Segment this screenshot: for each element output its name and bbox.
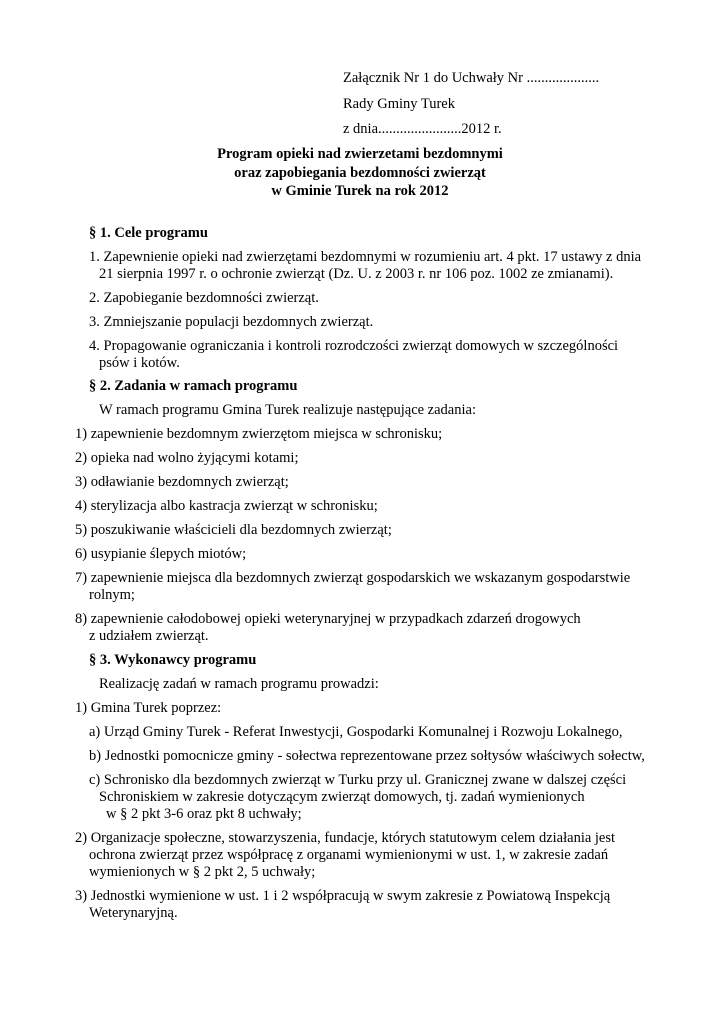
s3-item-1: 1) Gmina Turek poprzez: xyxy=(75,700,222,716)
s2-item-8-line-1: 8) zapewnienie całodobowej opieki weterynaryjnej w przypadkach zdarzeń drogowych xyxy=(75,611,581,627)
header-line-2: Rady Gminy Turek xyxy=(343,96,455,112)
header-line-1: Załącznik Nr 1 do Uchwały Nr .................... xyxy=(343,70,600,86)
s3-item-2-line-2: ochrona zwierząt przez współpracę z organami wymienionymi w ust. 1, w zakresie zadań xyxy=(89,847,609,863)
s1-item-1-line-1: 1. Zapewnienie opieki nad zwierzętami bezdomnymi w rozumieniu art. 4 pkt. 17 ustawy z dnia xyxy=(89,249,642,265)
s3-item-1c-line-3: w § 2 pkt 3-6 oraz pkt 8 uchwały; xyxy=(106,806,302,822)
title-line-2: oraz zapobiegania bezdomności zwierząt xyxy=(234,165,486,181)
s3-intro: Realizację zadań w ramach programu prowadzi: xyxy=(99,676,379,692)
s2-item-4: 4) sterylizacja albo kastracja zwierząt w schronisku; xyxy=(75,498,378,514)
s3-item-1a: a) Urząd Gminy Turek - Referat Inwestycji, Gospodarki Komunalnej i Rozwoju Lokalnego, xyxy=(89,724,623,740)
s2-item-3: 3) odławianie bezdomnych zwierząt; xyxy=(75,474,289,490)
s2-item-6: 6) usypianie ślepych miotów; xyxy=(75,546,247,562)
s3-item-1c-line-2: Schroniskiem w zakresie dotyczącym zwierząt domowych, tj. zadań wymienionych xyxy=(99,789,585,805)
s1-item-2: 2. Zapobieganie bezdomności zwierząt. xyxy=(89,290,319,306)
s3-item-3-line-1: 3) Jednostki wymienione w ust. 1 i 2 współpracują w swym zakresie z Powiatową Inspekcją xyxy=(75,888,611,904)
s3-item-1c-line-1: c) Schronisko dla bezdomnych zwierząt w Turku przy ul. Granicznej zwane w dalszej części xyxy=(89,772,627,788)
title-line-1: Program opieki nad zwierzetami bezdomnymi xyxy=(217,146,503,162)
s2-item-5: 5) poszukiwanie właścicieli dla bezdomnych zwierząt; xyxy=(75,522,392,538)
s2-item-8-line-2: z udziałem zwierząt. xyxy=(89,628,209,644)
s2-item-7-line-1: 7) zapewnienie miejsca dla bezdomnych zwierząt gospodarskich we wskazanym gospodarstwie xyxy=(75,570,631,586)
s3-item-3-line-2: Weterynaryjną. xyxy=(89,905,178,921)
s1-item-4-line-2: psów i kotów. xyxy=(99,355,180,371)
s2-item-1: 1) zapewnienie bezdomnym zwierzętom miejsca w schronisku; xyxy=(75,426,443,442)
s1-item-3: 3. Zmniejszanie populacji bezdomnych zwierząt. xyxy=(89,314,374,330)
s3-item-2-line-1: 2) Organizacje społeczne, stowarzyszenia, fundacje, których statutowym celem działania jest xyxy=(75,830,616,846)
header-line-3: z dnia.......................2012 r. xyxy=(343,121,502,137)
s2-item-7-line-2: rolnym; xyxy=(89,587,135,603)
s3-item-1b: b) Jednostki pomocnicze gminy - sołectwa reprezentowane przez sołtysów właściwych sołectw, xyxy=(89,748,645,764)
section-1-heading: § 1. Cele programu xyxy=(89,225,208,241)
s3-item-2-line-3: wymienionych w § 2 pkt 2, 5 uchwały; xyxy=(89,864,316,880)
section-2-heading: § 2. Zadania w ramach programu xyxy=(89,378,298,394)
s2-item-2: 2) opieka nad wolno żyjącymi kotami; xyxy=(75,450,299,466)
s2-intro: W ramach programu Gmina Turek realizuje następujące zadania: xyxy=(99,402,476,418)
s1-item-4-line-1: 4. Propagowanie ograniczania i kontroli rozrodczości zwierząt domowych w szczególności xyxy=(89,338,619,354)
s1-item-1-line-2: 21 sierpnia 1997 r. o ochronie zwierząt (Dz. U. z 2003 r. nr 106 poz. 1002 ze zmianami). xyxy=(99,266,614,282)
title-line-3: w Gminie Turek na rok 2012 xyxy=(271,183,449,199)
section-3-heading: § 3. Wykonawcy programu xyxy=(89,652,257,668)
